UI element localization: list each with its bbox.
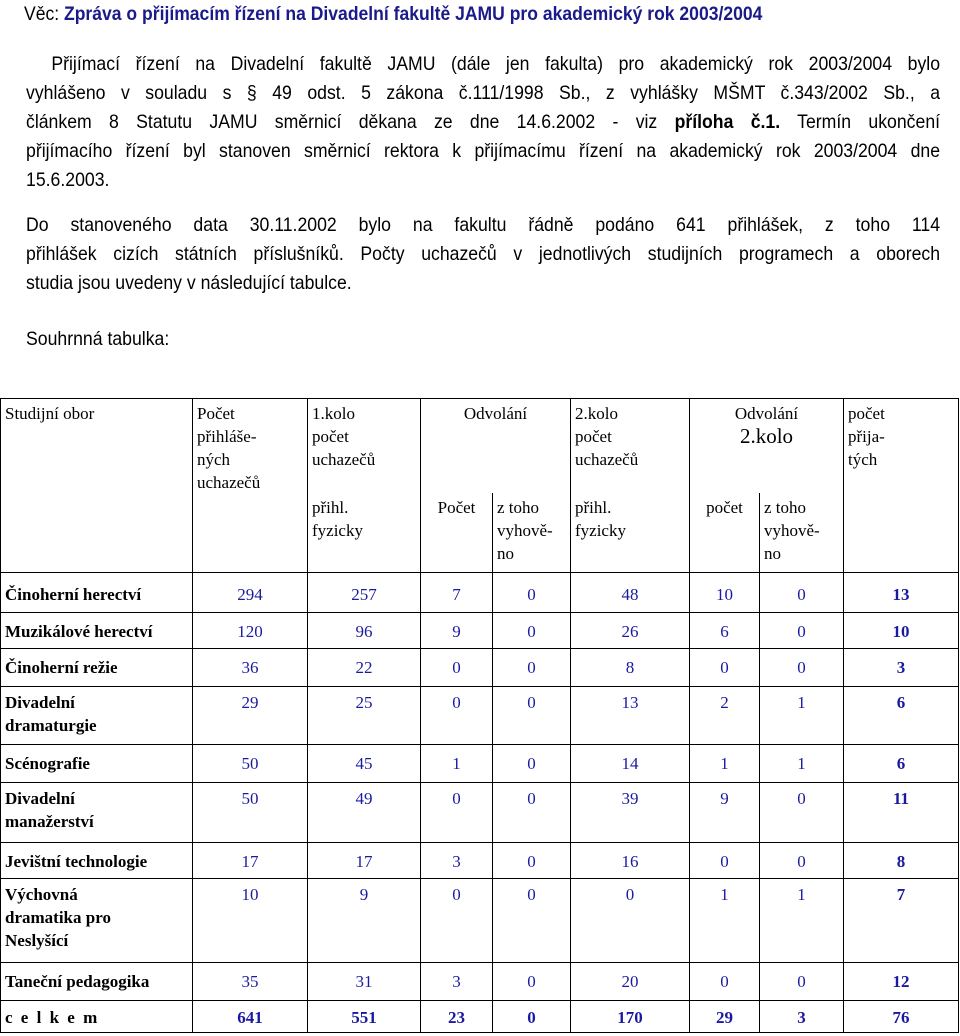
header-odvolani-2 [690, 399, 844, 493]
row-value: 1 [690, 745, 760, 783]
row-value: 6 [690, 613, 760, 649]
row-value: 25 [308, 687, 421, 745]
row-obor [1, 573, 193, 613]
row-obor [1, 613, 193, 649]
row-obor-text: Scénografie [5, 754, 90, 773]
row-value: 0 [493, 649, 571, 687]
row-value: 50 [193, 745, 308, 783]
row-value: 0 [421, 879, 493, 963]
row-value: 31 [308, 963, 421, 1001]
row-obor-text: Muzikálové herectví [5, 622, 153, 641]
row-total: 6 [844, 687, 959, 745]
header-text: z toho [497, 497, 540, 517]
header-odvolani-2-vyhoveno [760, 493, 844, 573]
row-value: 257 [308, 573, 421, 613]
footer-value: 551 [308, 1001, 421, 1033]
row-obor-text: Neslyšící [5, 931, 69, 950]
row-obor [1, 879, 193, 963]
header-text: fyzicky [312, 520, 363, 540]
header-kolo2 [571, 399, 690, 493]
row-total: 6 [844, 745, 959, 783]
row-total: 10 [844, 613, 959, 649]
header-odvolani-2-pocet: počet [690, 493, 760, 573]
row-value: 17 [193, 843, 308, 879]
table-row [1, 783, 959, 843]
paragraph-applications-line-2: přihlášek cizích státních příslušníků. Počty uchazečů v jednotlivých studijních programech a oborech [26, 243, 941, 265]
row-value: 0 [760, 649, 844, 687]
row-total: 12 [844, 963, 959, 1001]
header-prihlasenych [193, 399, 308, 573]
row-value: 7 [421, 573, 493, 613]
header-text: vyhově- [497, 520, 553, 540]
footer-label: c e l k e m [1, 1001, 193, 1033]
table-row [1, 879, 959, 963]
footer-total: 76 [844, 1001, 959, 1033]
paragraph-intro-line-5: 15.6.2003. [26, 169, 110, 191]
row-value: 35 [193, 963, 308, 1001]
row-total: 13 [844, 573, 959, 613]
row-obor-text: dramatika pro [5, 908, 111, 927]
paragraph-intro-line-3 [26, 108, 940, 137]
row-value: 8 [571, 649, 690, 687]
row-obor-text: manažerství [5, 812, 94, 831]
header-text: Odvolání [734, 404, 799, 423]
row-value: 0 [493, 963, 571, 1001]
header-kolo1-sub [308, 493, 421, 573]
footer-value: 170 [571, 1001, 690, 1033]
header-text: ných [197, 450, 231, 469]
header-text: přihl. [312, 497, 349, 517]
row-value: 0 [760, 573, 844, 613]
header-text: no [764, 543, 781, 563]
row-value: 36 [193, 649, 308, 687]
attachment-reference: příloha č.1. [674, 111, 781, 133]
row-value: 49 [308, 783, 421, 843]
table-row [1, 687, 959, 745]
row-value: 0 [493, 879, 571, 963]
header-prijatych [844, 399, 959, 573]
footer-value: 0 [493, 1001, 571, 1033]
paragraph-intro-text-1: Přijímací řízení na Divadelní fakultě JAMU (dále jen fakulta) pro akademický rok 2003/2004 bylo [51, 53, 941, 75]
header-text: uchazečů [197, 473, 261, 492]
row-value: 45 [308, 745, 421, 783]
table-row [1, 843, 959, 879]
row-value: 0 [493, 745, 571, 783]
row-value: 0 [760, 963, 844, 1001]
heading-prefix: Věc: [24, 3, 64, 25]
paragraph-applications-text-1: Do stanoveného data 30.11.2002 bylo na fakultu řádně podáno 641 přihlášek, z toho 114 [26, 214, 941, 236]
row-value: 3 [421, 843, 493, 879]
row-value: 0 [421, 783, 493, 843]
header-text: uchazečů [575, 450, 639, 469]
row-obor-text: Jevištní technologie [5, 852, 148, 871]
section-label: Souhrnná tabulka: [26, 328, 170, 350]
footer-value: 23 [421, 1001, 493, 1033]
row-value: 0 [690, 963, 760, 1001]
header-text: no [497, 543, 514, 563]
table-row [1, 613, 959, 649]
header-kolo1 [308, 399, 421, 493]
document-heading [24, 2, 852, 26]
row-value: 0 [760, 613, 844, 649]
table-row [1, 649, 959, 687]
row-value: 0 [571, 879, 690, 963]
row-total: 7 [844, 879, 959, 963]
row-value: 16 [571, 843, 690, 879]
row-obor-text: Činoherní režie [5, 658, 118, 677]
paragraph-intro [26, 50, 940, 195]
row-value: 1 [760, 879, 844, 963]
table-row [1, 573, 959, 613]
row-value: 2 [690, 687, 760, 745]
row-value: 1 [690, 879, 760, 963]
row-value: 20 [571, 963, 690, 1001]
paragraph-intro-line-1 [26, 50, 940, 79]
paragraph-intro-text-3a: článkem 8 Statutu JAMU směrnicí děkana ze dne 14.6.2002 - viz [26, 111, 675, 133]
row-value: 0 [690, 649, 760, 687]
row-value: 96 [308, 613, 421, 649]
row-value: 120 [193, 613, 308, 649]
row-value: 0 [493, 843, 571, 879]
row-obor-text: Taneční pedagogika [5, 972, 150, 991]
header-text: vyhově- [764, 520, 820, 540]
table-row [1, 963, 959, 1001]
summary-table [0, 398, 959, 1033]
row-value: 0 [760, 783, 844, 843]
row-value: 0 [760, 843, 844, 879]
row-obor [1, 687, 193, 745]
header-text: tých [848, 450, 878, 469]
row-value: 0 [493, 613, 571, 649]
row-value: 9 [690, 783, 760, 843]
row-obor-text: dramaturgie [5, 716, 97, 735]
table-footer-row [1, 1001, 959, 1033]
row-value: 10 [193, 879, 308, 963]
row-obor [1, 783, 193, 843]
paragraph-intro-line-4: přijímacího řízení byl stanoven směrnicí rektora k přijímacímu řízení na akademický rok 2003/2004 dne [26, 140, 941, 162]
header-text: fyzicky [575, 520, 626, 540]
row-value: 1 [421, 745, 493, 783]
footer-value: 641 [193, 1001, 308, 1033]
row-value: 3 [421, 963, 493, 1001]
row-value: 294 [193, 573, 308, 613]
row-value: 22 [308, 649, 421, 687]
row-obor-text: Divadelní [5, 693, 75, 712]
row-obor-text: Divadelní [5, 789, 75, 808]
row-value: 48 [571, 573, 690, 613]
paragraph-applications-line-1 [26, 211, 940, 240]
table-row [1, 745, 959, 783]
row-total: 11 [844, 783, 959, 843]
header-text: počet [312, 427, 349, 446]
footer-value: 29 [690, 1001, 760, 1033]
footer-value: 3 [760, 1001, 844, 1033]
row-value: 9 [308, 879, 421, 963]
header-obor: Studijní obor [1, 399, 193, 573]
paragraph-intro-text-3b: Termín ukončení [780, 111, 941, 133]
row-value: 14 [571, 745, 690, 783]
row-value: 0 [421, 687, 493, 745]
header-text: přija- [848, 427, 885, 446]
row-value: 0 [690, 843, 760, 879]
row-value: 50 [193, 783, 308, 843]
row-obor [1, 963, 193, 1001]
row-value: 13 [571, 687, 690, 745]
row-value: 39 [571, 783, 690, 843]
document-title: Zpráva o přijímacím řízení na Divadelní fakultě JAMU pro akademický rok 2003/2004 [63, 3, 763, 25]
row-value: 0 [421, 649, 493, 687]
row-obor [1, 649, 193, 687]
row-value: 17 [308, 843, 421, 879]
header-text: přihláše- [197, 427, 257, 446]
row-value: 0 [493, 687, 571, 745]
header-text: Počet [197, 404, 235, 423]
header-text: 2.kolo [739, 424, 794, 448]
row-obor-text: Činoherní herectví [5, 585, 142, 604]
paragraph-intro-line-2: vyhlášeno v souladu s § 49 odst. 5 zákona č.111/1998 Sb., z vyhlášky MŠMT č.343/2002 Sb., a [26, 82, 941, 104]
row-obor [1, 843, 193, 879]
row-total: 8 [844, 843, 959, 879]
row-value: 1 [760, 745, 844, 783]
table-body [1, 573, 959, 1001]
row-value: 10 [690, 573, 760, 613]
row-obor-text: Výchovná [5, 885, 78, 904]
row-value: 1 [760, 687, 844, 745]
row-value: 9 [421, 613, 493, 649]
paragraph-applications [26, 211, 940, 298]
row-value: 29 [193, 687, 308, 745]
header-odvolani-1-vyhoveno [493, 493, 571, 573]
header-text: z toho [764, 497, 807, 517]
row-total: 3 [844, 649, 959, 687]
row-value: 0 [493, 783, 571, 843]
row-value: 26 [571, 613, 690, 649]
header-text: 2.kolo [575, 404, 618, 423]
paragraph-applications-line-3: studia jsou uvedeny v následující tabulce. [26, 272, 352, 294]
header-odvolani-1: Odvolání [421, 399, 571, 493]
header-text: uchazečů [312, 450, 376, 469]
header-text: počet [575, 427, 612, 446]
header-kolo2-sub [571, 493, 690, 573]
header-odvolani-1-pocet: Počet [421, 493, 493, 573]
header-text: počet [848, 404, 885, 423]
row-value: 0 [493, 573, 571, 613]
header-text: přihl. [575, 497, 612, 517]
row-obor [1, 745, 193, 783]
header-text: 1.kolo [312, 404, 355, 423]
